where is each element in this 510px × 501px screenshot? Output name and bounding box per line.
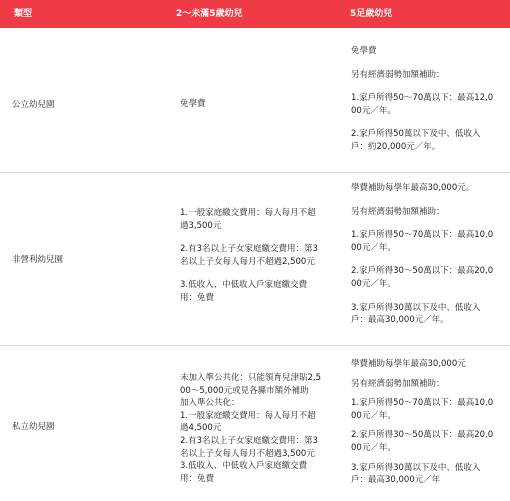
cell-line: 3.低收入、中低收入戶家庭繳交費 <box>180 280 308 291</box>
cell-line: 00元／年。 <box>351 105 396 116</box>
table-row <box>0 173 510 346</box>
cell-line: 免學費 <box>180 99 206 109</box>
row-col3 <box>351 45 503 154</box>
cell-line: 00元／年。 <box>351 242 396 253</box>
cell-line: 3.低收入、中低收入戶家庭繳交費 <box>180 461 308 472</box>
cell-line: 00元／年。 <box>351 278 396 289</box>
row-type: 公立幼兒園 <box>12 100 55 110</box>
cell-line: 名以上子女每人每月不超過3,500元 <box>180 448 315 459</box>
row-col2 <box>180 372 330 485</box>
cell-line: 2.有3名以上子女家庭繳交費用：第3 <box>180 244 318 255</box>
cell-line: 1.一般家庭繳交費用：每人每月不超 <box>180 208 316 218</box>
cell-line: 另有經濟弱勢加額補助： <box>351 69 445 80</box>
header-age-2-to-5: 2～未滿5歲幼兒 <box>176 9 243 19</box>
cell-line: 過3,500元 <box>180 220 222 231</box>
row-col2 <box>180 98 330 111</box>
header-type: 類型 <box>14 9 33 19</box>
cell-line: 1.家戶所得50～70萬以下：最高12,0 <box>351 93 494 104</box>
cell-line: 戶：最高30,000元／年。 <box>351 315 449 326</box>
cell-line: 用：免費 <box>180 292 215 303</box>
cell-line: 另有經濟弱勢加額補助： <box>351 378 445 389</box>
cell-line: 2.家戶所得30～50萬以下：最高20,0 <box>351 430 494 441</box>
cell-line: 2.家戶所得50萬以下及中、低收入 <box>351 129 481 140</box>
cell-line: 2.有3名以上子女家庭繳交費用：第3 <box>180 435 318 446</box>
row-type: 非營利幼兒園 <box>12 255 64 265</box>
table-row <box>0 28 510 173</box>
cell-line: 戶：最高30,000元／年 <box>351 475 441 486</box>
cell-line: 免學費 <box>351 46 377 56</box>
row-col3 <box>351 358 503 487</box>
cell-line: 1.一般家庭繳交費用：每人每月不超 <box>180 410 316 421</box>
cell-line: 00元／年。 <box>351 410 396 421</box>
cell-line: 3.家戶所得30萬以下及中、低收入 <box>351 462 481 473</box>
row-col3 <box>351 182 503 327</box>
cell-line: 學費補助每學年最高30,000元。 <box>351 183 475 193</box>
header-age-5: 5足歲幼兒 <box>350 9 393 19</box>
cell-line: 學費補助每學年最高30,000元 <box>351 359 466 369</box>
cell-line: 另有經濟弱勢加額補助： <box>351 206 445 217</box>
cell-line: 用：免費 <box>180 473 215 484</box>
cell-line: 過4,500元 <box>180 423 222 434</box>
cell-line: 未加入準公共化：只能領育兒津貼2,5 <box>180 373 322 383</box>
row-type: 私立幼兒園 <box>12 422 55 432</box>
cell-line: 00～5,000元或見各縣市額外補助 <box>180 385 309 396</box>
table-header <box>0 0 510 28</box>
cell-line: 1.家戶所得50～70萬以下：最高10,0 <box>351 398 494 409</box>
cell-line: 戶：約20,000元／年。 <box>351 141 441 152</box>
cell-line: 名以上子女每人每月不超過2,500元 <box>180 256 315 267</box>
table-row <box>0 346 510 501</box>
row-col2 <box>180 207 330 305</box>
cell-line: 2.家戶所得30～50萬以下：最高20,0 <box>351 266 494 277</box>
cell-line: 加入準公共化： <box>180 398 240 409</box>
cell-line: 3.家戶所得30萬以下及中、低收入 <box>351 302 481 313</box>
cell-line: 1.家戶所得50～70萬以下：最高10,0 <box>351 230 494 241</box>
cell-line: 00元／年。 <box>351 442 396 453</box>
